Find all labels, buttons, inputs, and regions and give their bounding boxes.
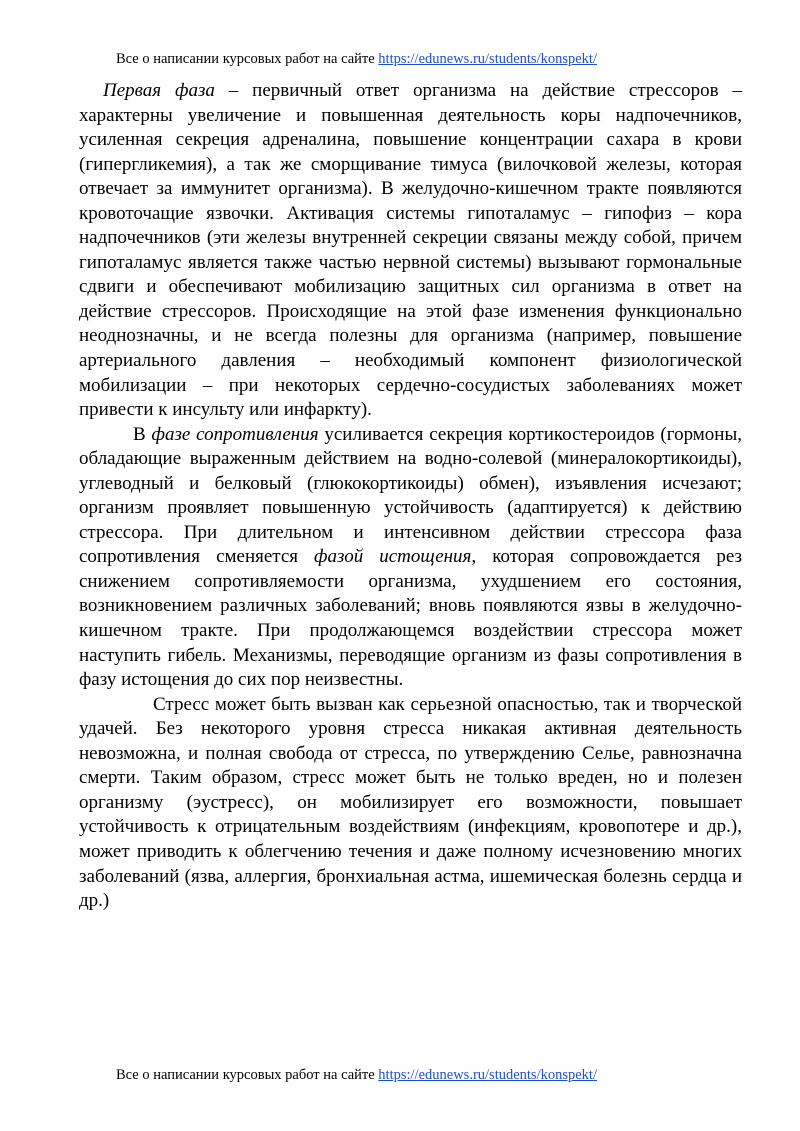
document-body	[79, 79, 742, 914]
paragraph-stress	[79, 693, 742, 914]
page-header	[116, 50, 716, 68]
paragraph-text: которая сопровождается рез снижением сопротивляемости организма, ухудшением его состояния, возникновением различных заболеваний; вновь появляются язвы в желудочно-кишечном тракте. При продолжающемся воздействии стрессора может наступить гибель. Механизмы, переводящие организм из фазы сопротивления в фазу истощения до сих пор неизвестны.	[79, 546, 743, 691]
paragraph-text: – первичный ответ организма на действие стрессоров – характерны увеличение и повышенная деятельность коры надпочечников, усиленная секреция адреналина, повышение концентрации сахара в крови (гипергликемия), а так же сморщивание тимуса (вилочковой железы, которая отвечает за иммунитет организма). В желудочно-кишечном тракте появляются кровоточащие язвочки. Активация системы гипоталамус – гипофиз – кора надпочечников (эти железы внутренней секреции связаны между собой, причем гипоталамус является также частью нервной системы) вызывают гормональные сдвиги и обеспечивают мобилизацию защитных сил организма в ответ на действие стрессоров. Происходящие на этой фазе изменения функционально неоднозначны, и не всегда полезны для организма (например, повышение артериального давления – необходимый компонент физиологической мобилизации – при некоторых сердечно-сосудистых заболеваниях может привести к инсульту или инфаркту).	[79, 80, 742, 421]
paragraph-text: Стресс может быть вызван как серьезной опасностью, так и творческой удачей. Без некоторого уровня стресса никакая активная деятельность невозможна, и полная свобода от стресса, по утверждению Селье, равнозначна смерти. Таким образом, стресс может быть не только вреден, но и полезен организму (эустресс), он мобилизирует его возможности, повышает устойчивость к отрицательным воздействиям (инфекциям, кровопотере и др.), может приводить к облегчению течения и даже полному исчезновению многих заболеваний (язва, аллергия, бронхиальная астма, ишемическая болезнь сердца и др.)	[79, 693, 742, 912]
page-footer	[116, 1066, 716, 1084]
header-text: Все о написании курсовых работ на сайте	[116, 51, 379, 67]
paragraph-text: усиливается секреция кортикостероидов (гормоны, обладающие выраженным действием на водно-солевой (минералокортикоиды), углеводный и белковый (глюкокортикоиды) обмен), изъявления исчезают; организм проявляет повышенную устойчивость (адаптируется) к действию стрессора. При длительном и интенсивном действии стрессора фаза сопротивления сменяется	[79, 423, 742, 568]
term-exhaustion-phase: фазой истощения,	[314, 546, 477, 568]
paragraph-lead: В	[133, 423, 152, 445]
footer-text: Все о написании курсовых работ на сайте	[116, 1067, 379, 1083]
footer-link[interactable]: https://edunews.ru/students/konspekt/	[378, 1067, 597, 1083]
term-resistance-phase: фазе сопротивления	[151, 423, 319, 445]
paragraph-resistance-phase	[79, 423, 742, 693]
paragraph-first-phase	[79, 79, 742, 423]
header-link[interactable]: https://edunews.ru/students/konspekt/	[378, 51, 597, 67]
term-first-phase: Первая фаза	[103, 80, 215, 101]
